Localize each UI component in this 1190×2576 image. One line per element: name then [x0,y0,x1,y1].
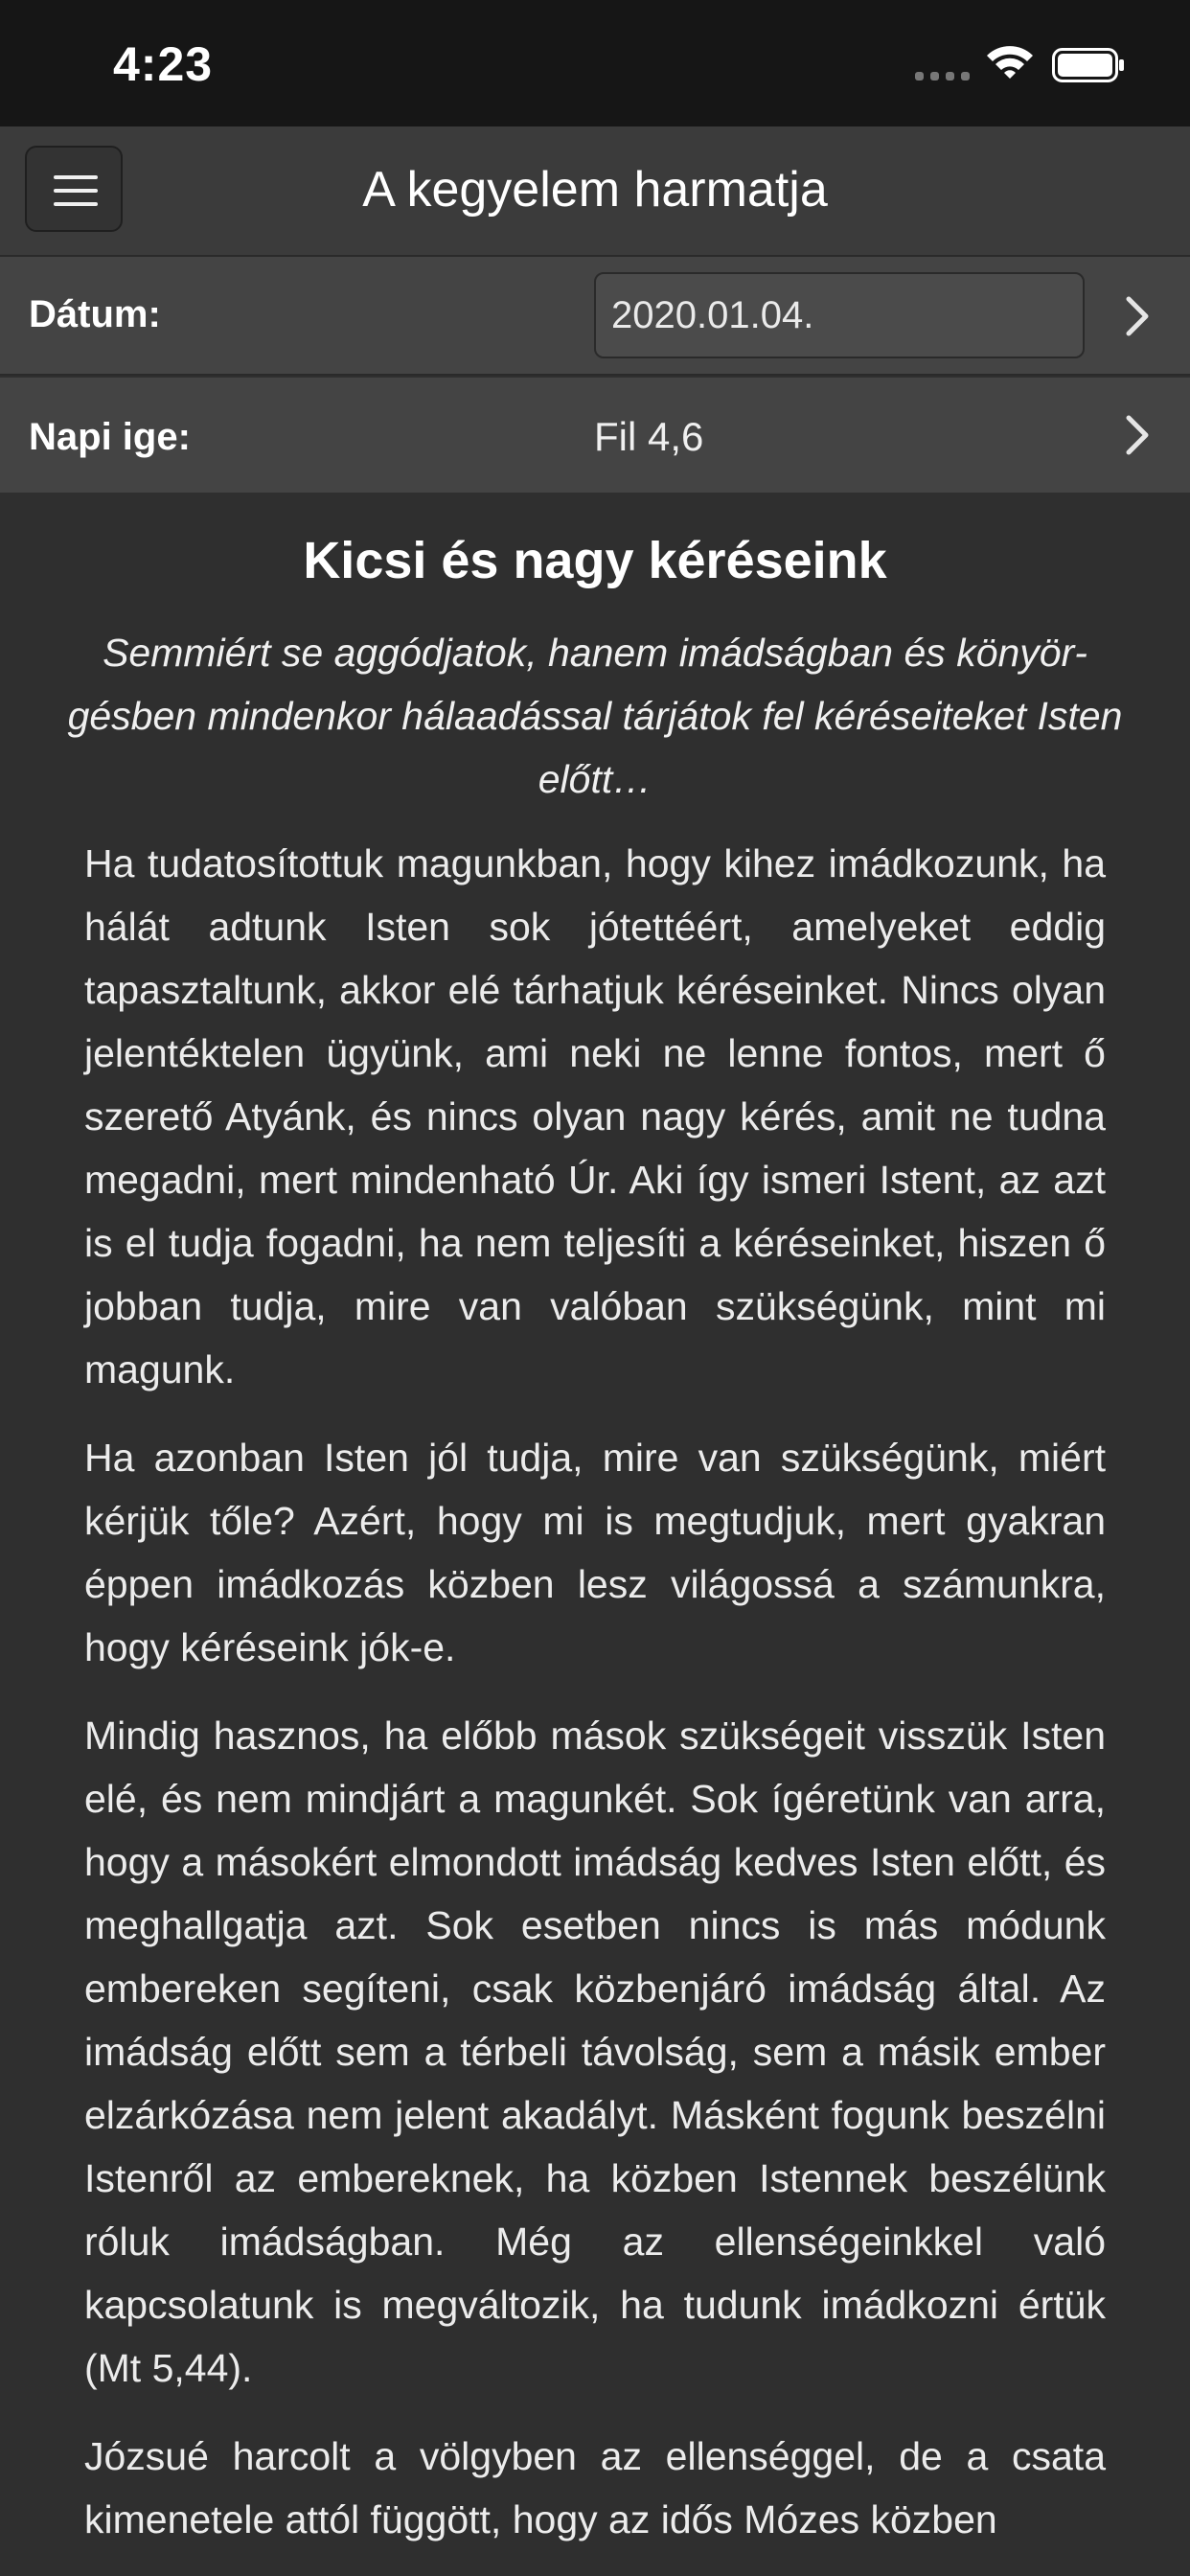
article-title: Kicsi és nagy kéréseink [303,532,887,589]
nav-bar [0,126,1190,257]
status-bar [0,0,1190,126]
chevron-right-icon[interactable] [1123,295,1152,337]
battery-icon [1052,48,1125,82]
wifi-icon [985,42,1035,80]
date-input[interactable] [594,272,1085,358]
article-paragraph: Józsué harcolt a völgyben az ellenséggel, de a csata kimenetele attól függött, hogy az idős Mózes közben [84,2434,1106,2542]
page-title: A kegyelem harmatja [362,162,828,218]
cellular-signal-icon [915,69,971,82]
article-motto: Semmiért se aggódjatok, hanem imádságban és könyörgésben mindenkor hálaadással tárjátok fel kéréseiteket Isten előtt… [67,631,1123,801]
article-paragraph: Ha tudatosítottuk magunkban, hogy kihez imádkozunk, ha hálát adtunk Isten sok jótettéért, amelyeket eddig tapasztaltunk, akkor elé tárhatjuk kéréseinket. Nincs olyan jelentéktelen ügyünk, ami neki ne lenne fontos, mert ő szerető Atyánk, és nincs olyan nagy kérés, amit ne tudna megadni, mert mindenható Úr. Aki így ismeri Istent, az azt is el tudja fogadni, ha nem teljesíti a kéréseinket, hiszen ő jobban tudja, mire van valóban szükségünk, mint mi magunk. [84,841,1106,1392]
hamburger-icon [54,172,98,209]
daily-verse-row[interactable] [0,378,1190,493]
article-content[interactable] [0,493,1190,2576]
daily-verse-label: Napi ige: [29,416,191,458]
date-row [0,257,1190,376]
article-paragraph: Mindig hasznos, ha előbb mások szükségeit visszük Isten elé, és nem mindjárt a magunkét. Sok ígéretünk van arra, hogy a másokért elmondott imádság kedves Isten előtt, és meghallgatja azt. Sok esetben nincs is más módunk embereken segíteni, csak közbenjáró imádság által. Az imádság előtt sem a térbeli távolság, sem a másik ember elzárkózása nem jelent akadályt. Másként fogunk beszélni Istenről az embereknek, ha közben Istennek beszélünk róluk imádságban. Még az ellenségeinkkel való kapcsolatunk is megváltozik, ha tudunk imádkozni értük (Mt 5,44). [84,1714,1106,2390]
date-label: Dátum: [29,293,161,335]
chevron-right-icon[interactable] [1123,414,1152,456]
status-time: 4:23 [113,37,214,91]
article-paragraph: Ha azonban Isten jól tudja, mire van szükségünk, miért kérjük tőle? Azért, hogy mi is megtudjuk, mert gyakran éppen imádkozás közben lesz világossá a számunkra, hogy kéréseink jók-e. [84,1436,1106,1669]
menu-button[interactable] [25,146,123,232]
daily-verse-reference: Fil 4,6 [594,414,704,459]
